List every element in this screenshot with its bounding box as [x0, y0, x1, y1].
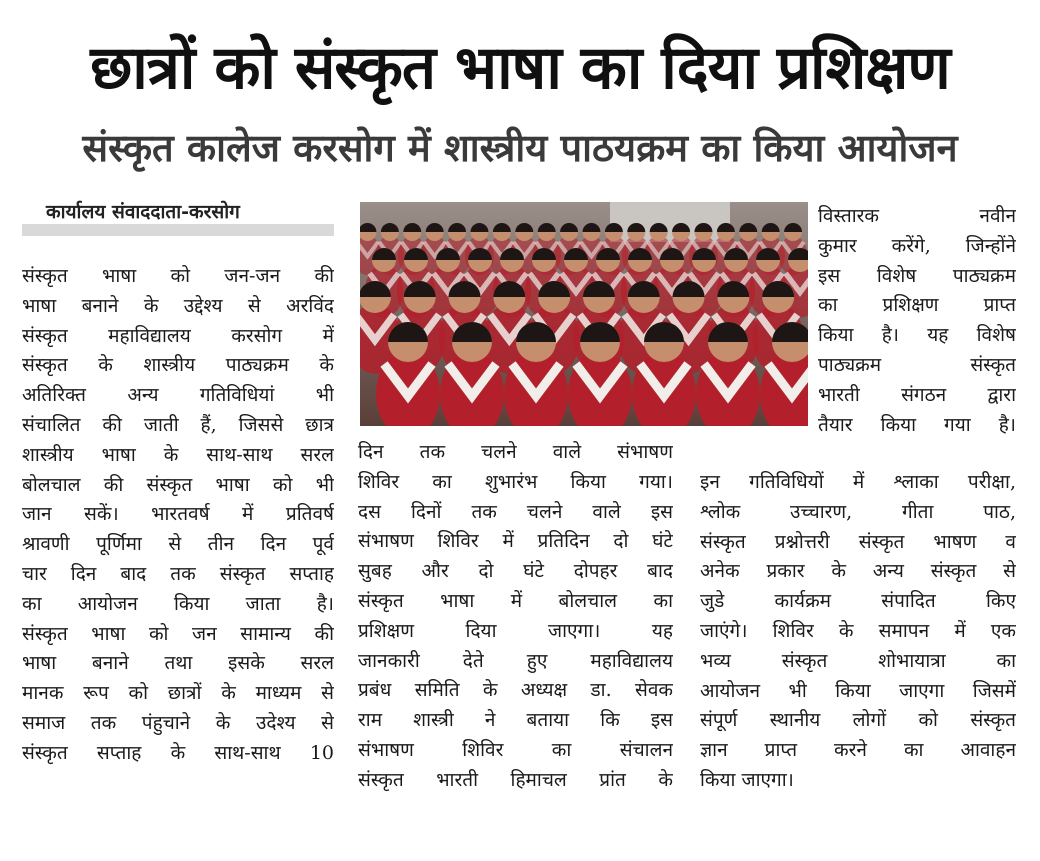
article-line: चार दिन बाद तक संस्कृत सप्ताह [22, 562, 334, 585]
article-column-1 [22, 262, 334, 769]
article-line: श्लोक उच्चारण, गीता पाठ, [700, 500, 1016, 523]
article-line: जान सकें। भारतवर्ष में प्रतिवर्ष [22, 503, 334, 526]
article-column-3-top [818, 202, 1016, 440]
article-line: तैयार किया गया है। [818, 413, 1016, 436]
article-line: प्रबंध समिति के अध्यक्ष डा. सेवक [358, 679, 673, 702]
article-line: जाएंगे। शिविर के समापन में एक [700, 619, 1016, 642]
article-line: दस दिनों तक चलने वाले इस [358, 500, 673, 523]
article-line: का प्रशिक्षण प्राप्त [818, 294, 1016, 317]
article-line: शास्त्रीय भाषा के साथ-साथ सरल [22, 443, 334, 466]
article-line: समाज तक पंहुचाने के उदेश्य से [22, 711, 334, 734]
article-line: संभाषण शिविर का संचालन [358, 738, 673, 761]
article-line: इस विशेष पाठ्यक्रम [818, 264, 1016, 287]
article-line: संस्कृत के शास्त्रीय पाठ्यक्रम के [22, 354, 334, 377]
byline: कार्यालय संवाददाता-करसोग [22, 196, 334, 236]
article-line: ज्ञान प्राप्त करने का आवाहन [700, 739, 1016, 762]
article-line: संस्कृत भारती हिमाचल प्रांत के [358, 768, 673, 791]
article-line: शिविर का शुभारंभ किया गया। [358, 470, 673, 493]
news-photo-students [360, 202, 808, 426]
article-line: भारती संगठन द्वारा [818, 383, 1016, 406]
article-line: संस्कृत महाविद्यालय करसोग में [22, 324, 334, 347]
article-line: भाषा बनाने तथा इसके सरल [22, 652, 334, 675]
article-line: इन गतिविधियों में श्लाका परीक्षा, [700, 471, 1016, 493]
article-line: अतिरिक्त अन्य गतिविधियां भी [22, 384, 334, 407]
article-line: भव्य संस्कृत शोभायात्रा का [700, 649, 1016, 672]
article-line: श्रावणी पूर्णिमा से तीन दिन पूर्व [22, 533, 334, 556]
article-line: संस्कृत भाषा को जन-जन की [22, 265, 334, 287]
article-line: पाठ्यक्रम संस्कृत [818, 353, 1016, 376]
article-line: संभाषण शिविर में प्रतिदिन दो घंटे [358, 530, 673, 553]
article-line: का आयोजन किया जाता है। [22, 592, 334, 615]
article-line: संचालित की जाती हैं, जिससे छात्र [22, 413, 334, 436]
article-line: मानक रूप को छात्रों के माध्यम से [22, 682, 334, 705]
article-line: दिन तक चलने वाले संभाषण [358, 441, 673, 463]
article-line: बोलचाल की संस्कृत भाषा को भी [22, 473, 334, 496]
article-line: संस्कृत भाषा को जन सामान्य की [22, 622, 334, 645]
article-line: विस्तारक नवीन [818, 205, 1016, 227]
article-line: सुबह और दो घंटे दोपहर बाद [358, 560, 673, 583]
article-line: किया है। यह विशेष [818, 324, 1016, 347]
article-line: कुमार करेंगे, जिन्होंने [818, 234, 1016, 257]
article-line: जुडे कार्यक्रम संपादित किए [700, 590, 1016, 613]
article-line: संपूर्ण स्थानीय लोगों को संस्कृत [700, 709, 1016, 732]
subheadline: संस्कृत कालेज करसोग में शास्त्रीय पाठयक्रम का किया आयोजन [82, 126, 958, 170]
article-line: जानकारी देते हुए महाविद्यालय [358, 649, 673, 672]
article-line: संस्कृत भाषा में बोलचाल का [358, 589, 673, 612]
article-line: संस्कृत सप्ताह के साथ-साथ 10 [22, 741, 334, 764]
article-line: राम शास्त्री ने बताया कि इस [358, 709, 673, 732]
article-line: भाषा बनाने के उद्देश्य से अरविंद [22, 294, 334, 317]
article-column-3 [700, 468, 1016, 796]
article-line: किया जाएगा। [700, 768, 794, 791]
article-line: संस्कृत प्रश्नोत्तरी संस्कृत भाषण व [700, 530, 1016, 553]
article-line: आयोजन भी किया जाएगा जिसमें [700, 679, 1016, 702]
article-line: अनेक प्रकार के अन्य संस्कृत से [700, 560, 1016, 583]
article-column-2 [358, 438, 673, 796]
headline: छात्रों को संस्कृत भाषा का दिया प्रशिक्षण [90, 33, 950, 103]
article-line: प्रशिक्षण दिया जाएगा। यह [358, 619, 673, 642]
